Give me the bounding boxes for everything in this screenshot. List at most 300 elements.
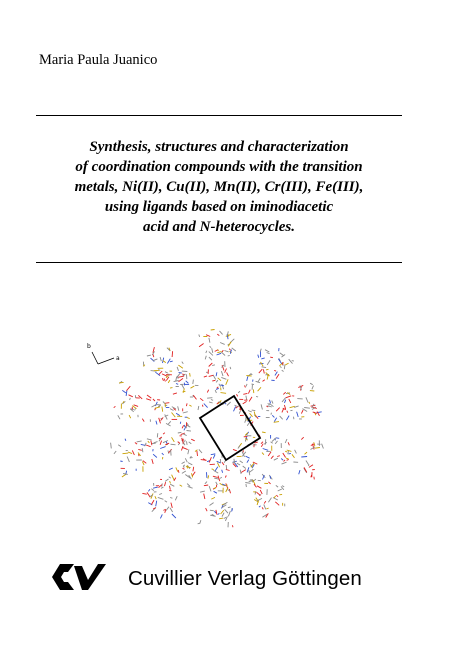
molecule-bond [193, 467, 194, 472]
molecule-bond [240, 470, 241, 474]
molecule-bond [176, 384, 178, 385]
molecule-bond [125, 439, 126, 441]
molecule-bond [274, 496, 276, 498]
molecule-bond [286, 458, 289, 459]
molecule-bond [163, 361, 166, 363]
molecule-bond [264, 504, 266, 509]
molecule-bond [240, 461, 243, 463]
molecule-bond [182, 471, 186, 473]
molecule-bond [211, 400, 213, 401]
molecule-bond [216, 510, 217, 515]
molecule-bond [165, 372, 168, 373]
molecule-bond [258, 387, 261, 391]
molecule-bond [297, 412, 299, 417]
molecule-bond [276, 438, 279, 439]
molecule-bond [270, 400, 271, 404]
molecule-bond [215, 511, 216, 513]
molecule-bond [274, 458, 278, 460]
molecule-bond [266, 369, 269, 370]
molecule-bond [182, 385, 184, 389]
molecule-bond [258, 355, 259, 358]
title-line: Synthesis, structures and characterization [89, 139, 349, 155]
molecule-bond [127, 386, 131, 391]
molecule-bond [129, 415, 131, 418]
molecule-bond [262, 367, 267, 368]
molecule-bond [158, 406, 160, 407]
molecule-bond [172, 437, 175, 442]
molecule-bond [276, 495, 278, 497]
molecule-bond [247, 460, 249, 463]
molecule-bond [315, 448, 320, 449]
molecule-bond [167, 359, 170, 364]
molecule-bond [213, 375, 216, 380]
molecule-bond [199, 335, 200, 337]
molecule-bond [268, 482, 270, 484]
molecule-bond [233, 449, 237, 450]
molecule-bond [187, 431, 192, 432]
molecule-bond [260, 349, 261, 352]
molecule-bond [246, 396, 247, 400]
molecule-bond [187, 441, 188, 445]
molecule-bond [181, 446, 183, 450]
molecule-bond [216, 388, 219, 389]
molecule-bond [280, 366, 282, 367]
molecule-bond [120, 461, 122, 462]
molecule-bond [118, 445, 121, 447]
molecule-bond [226, 379, 228, 385]
molecule-bond [270, 357, 273, 358]
molecule-bond [217, 353, 222, 355]
molecule-bond [252, 410, 256, 411]
molecule-bond [165, 404, 166, 407]
molecule-bond [254, 484, 257, 487]
molecule-bond [178, 406, 179, 410]
molecule-bond [173, 393, 177, 394]
molecule-bond [189, 442, 192, 444]
molecule-bond [283, 362, 284, 365]
molecule-bond [245, 483, 250, 484]
title-line: of coordination compounds with the transition [75, 159, 363, 175]
molecule-bond [262, 507, 263, 509]
molecule-bond [225, 476, 226, 478]
molecule-bond [261, 358, 264, 359]
molecule-bond [183, 447, 188, 449]
molecule-bond [262, 432, 266, 433]
molecule-bond [248, 411, 252, 413]
molecule-bond [285, 363, 288, 365]
molecule-bond [222, 470, 223, 473]
molecule-bond [218, 476, 220, 481]
molecule-bond [243, 401, 247, 404]
molecule-bond [170, 486, 171, 490]
molecule-bond [137, 441, 142, 442]
molecule-bond [146, 399, 151, 401]
molecule-bond [201, 460, 207, 461]
molecule-bond [166, 507, 169, 511]
molecule-bond [186, 467, 191, 468]
molecule-bond [285, 439, 287, 443]
molecule-bond [309, 465, 313, 468]
molecule-bond [212, 348, 213, 353]
molecule-bond [152, 459, 153, 464]
molecule-bond [132, 450, 134, 455]
molecule-bond [199, 449, 202, 453]
molecule-bond [274, 418, 276, 422]
molecule-bond [178, 365, 183, 368]
molecule-bond [243, 393, 247, 394]
molecule-bond [185, 440, 186, 442]
molecule-bond [263, 380, 265, 382]
molecule-bond [207, 390, 208, 393]
molecule-bond [217, 334, 219, 336]
molecule-bond [280, 353, 284, 356]
axis-label-a: a [116, 355, 120, 362]
molecule-bond [170, 508, 173, 512]
molecule-bond [182, 425, 184, 428]
molecule-bond [222, 462, 224, 465]
molecule-bond [178, 432, 182, 433]
molecule-bond [249, 469, 254, 472]
molecule-bond [160, 441, 162, 445]
molecule-bond [170, 498, 172, 499]
molecule-bond [198, 406, 199, 410]
molecule-bond [165, 510, 166, 513]
molecule-bond [160, 447, 165, 449]
molecule-bond [155, 496, 156, 499]
molecule-bond [204, 404, 208, 408]
molecule-bond [162, 378, 163, 381]
molecule-bond [151, 441, 152, 446]
molecule-bond [220, 477, 222, 478]
molecule-bond [178, 470, 179, 473]
molecule-bond [160, 357, 161, 361]
molecule-bond [146, 445, 151, 447]
molecule-bond [285, 451, 287, 452]
molecule-bond [249, 397, 252, 402]
molecule-bond [178, 442, 180, 444]
molecule-bond [165, 479, 168, 481]
molecule-bond [119, 382, 124, 383]
molecule-bond [130, 398, 131, 400]
molecule-bond [200, 491, 205, 492]
molecule-bond [126, 391, 127, 396]
molecule-bond [212, 469, 214, 470]
unit-cell-outline [200, 396, 260, 460]
title-line: acid and N-heterocycles. [142, 219, 296, 235]
molecule-bond [211, 497, 215, 499]
molecule-bond [257, 492, 261, 495]
molecule-bond [185, 458, 187, 462]
molecule-bond [213, 476, 218, 477]
molecule-bond [220, 331, 223, 335]
molecule-bond [264, 501, 266, 503]
molecule-bond [282, 409, 284, 413]
molecule-bond [287, 450, 292, 451]
molecule-bond [142, 448, 143, 452]
molecule-bond [160, 514, 162, 518]
molecule-bond [217, 352, 221, 353]
molecule-bond [170, 409, 174, 411]
molecule-bond [281, 459, 283, 461]
molecule-bond [228, 355, 230, 356]
molecule-bond [190, 373, 191, 377]
molecule-bond [187, 484, 190, 487]
molecule-bond [170, 484, 174, 486]
molecule-bond [218, 378, 221, 381]
molecule-bond [276, 485, 278, 487]
molecule-bond [178, 376, 179, 379]
molecule-bond [122, 474, 126, 477]
molecule-bond [228, 507, 231, 508]
molecule-bond [159, 485, 162, 488]
molecule-bond [171, 503, 172, 508]
molecule-bond [161, 487, 163, 488]
molecule-bond [247, 423, 249, 426]
molecule-bond [153, 454, 157, 457]
molecule-bond [265, 350, 269, 352]
molecule-bond [147, 355, 151, 356]
molecule-bond [153, 354, 154, 357]
molecule-bond [179, 372, 182, 373]
molecule-bond [182, 462, 185, 464]
molecule-bond [214, 478, 219, 479]
molecule-bond [206, 351, 207, 353]
molecule-bond [283, 453, 286, 458]
molecule-bond [163, 441, 168, 443]
molecule-bond [224, 351, 228, 352]
molecule-bond [209, 486, 211, 491]
molecule-bond [122, 390, 126, 393]
molecule-bond [155, 407, 160, 409]
molecule-bond [186, 403, 187, 406]
molecule-bond [153, 508, 156, 509]
molecule-bond [142, 462, 144, 466]
axis-label-b: b [87, 343, 91, 350]
molecule-bond [209, 402, 213, 403]
molecule-bond [147, 439, 152, 440]
molecule-bond [135, 443, 137, 445]
molecule-bond [227, 372, 229, 376]
molecule-bond [171, 444, 176, 445]
molecule-bond [183, 468, 185, 469]
molecule-bond [290, 406, 295, 407]
molecule-bond [205, 482, 207, 484]
molecule-bond [216, 380, 218, 382]
molecule-bond [247, 377, 248, 381]
book-title [36, 137, 402, 237]
molecule-bond [232, 348, 236, 351]
molecule-bond [252, 384, 255, 385]
molecule-bond [209, 338, 210, 343]
molecule-bond [250, 413, 253, 417]
molecule-bond [304, 408, 310, 409]
molecule-bond [289, 399, 291, 403]
molecule-bond [266, 508, 268, 509]
molecule-bond [225, 509, 228, 513]
molecule-bond [206, 508, 208, 511]
molecule-bond [147, 395, 151, 398]
molecule-bond [276, 408, 280, 412]
molecule-bond [221, 377, 226, 379]
title-line: using ligands based on iminodiacetic [104, 199, 334, 215]
molecule-bond [135, 409, 136, 411]
molecule-bond [153, 359, 158, 361]
molecule-bond [289, 359, 293, 363]
molecule-bond [156, 501, 157, 507]
molecule-bond [184, 425, 185, 427]
molecule-bond [188, 449, 189, 454]
molecule-bond [229, 489, 230, 493]
molecule-bond [142, 493, 146, 494]
molecule-bond [221, 352, 225, 356]
molecule-bond [180, 485, 183, 487]
molecule-bond [278, 489, 282, 491]
molecule-bond [172, 514, 176, 518]
molecule-bond [111, 443, 112, 449]
molecule-bond [118, 415, 120, 419]
molecule-bond [271, 442, 273, 444]
molecule-bond [309, 402, 310, 404]
molecule-bond [159, 494, 162, 495]
molecule-bond [157, 433, 158, 437]
molecule-bond [220, 343, 225, 345]
molecule-bond [170, 361, 173, 362]
molecule-bond [215, 390, 216, 393]
molecule-bond [127, 457, 129, 462]
molecule-bond [188, 487, 193, 489]
molecule-bond [268, 452, 271, 456]
molecule-bond [217, 387, 219, 388]
molecule-bond [245, 477, 246, 480]
molecule-bond [182, 362, 184, 364]
molecule-bond [224, 517, 226, 518]
molecule-bond [134, 405, 139, 407]
molecule-bond [305, 452, 308, 454]
molecule-bond [204, 376, 207, 377]
molecule-bond [210, 346, 212, 348]
molecule-bond [226, 469, 230, 470]
molecule-bond [212, 380, 215, 381]
molecule-bond [261, 442, 263, 444]
molecule-bond [114, 406, 116, 407]
molecule-bond [261, 444, 263, 447]
molecule-bond [172, 351, 173, 357]
molecule-bond [277, 456, 280, 457]
molecule-bond [151, 500, 154, 505]
molecule-bond [162, 453, 164, 455]
molecule-bond [216, 482, 218, 485]
molecule-bond [283, 392, 285, 394]
molecule-bond [207, 398, 212, 399]
molecule-bond [189, 405, 191, 406]
molecule-bond [199, 344, 204, 347]
molecule-bond [212, 365, 215, 366]
molecule-bond [288, 442, 289, 445]
molecule-bond [238, 446, 240, 449]
molecule-bond [153, 399, 155, 401]
molecule-bond [227, 402, 231, 406]
molecule-bond [211, 330, 215, 331]
molecule-bond [123, 453, 129, 454]
molecule-bond [306, 461, 308, 465]
molecule-bond [169, 477, 171, 478]
molecule-bond [286, 416, 289, 421]
molecule-bond [289, 453, 291, 454]
molecule-bond [148, 441, 150, 443]
molecule-bond [263, 449, 269, 451]
molecule-bond [267, 353, 270, 354]
molecule-bond [280, 416, 283, 419]
molecule-bond [172, 475, 175, 480]
molecule-bond [129, 395, 133, 397]
molecule-bond [223, 502, 227, 505]
molecule-bond [292, 454, 295, 458]
molecule-bond [187, 418, 190, 419]
top-divider [36, 115, 402, 116]
molecule-bond [275, 372, 278, 376]
molecule-bond [177, 367, 178, 371]
molecule-bond [275, 502, 279, 506]
molecule-bond [221, 371, 223, 376]
molecule-bond [170, 388, 173, 389]
molecule-bond [114, 451, 116, 454]
molecule-bond [286, 396, 292, 398]
publisher-name: Cuvillier Verlag Göttingen [128, 567, 362, 590]
molecule-bond [205, 356, 206, 360]
molecule-bond [301, 457, 307, 458]
molecule-bond [292, 361, 294, 362]
molecule-bond [193, 395, 196, 399]
crystal-structure-image [82, 300, 352, 535]
molecule-bond [246, 456, 250, 458]
molecule-bond [193, 380, 194, 384]
molecule-bond [301, 410, 303, 414]
molecule-bond [234, 407, 236, 412]
molecule-bond [256, 396, 258, 397]
crystal-arms [111, 330, 324, 528]
molecule-bond [151, 489, 154, 491]
molecule-bond [259, 369, 263, 373]
molecule-bond [213, 455, 215, 459]
molecule-bond [272, 401, 273, 404]
molecule-bond [274, 370, 276, 371]
molecule-bond [168, 421, 171, 424]
molecule-bond [299, 470, 300, 474]
molecule-bond [162, 407, 163, 412]
cuvillier-logo-icon [50, 562, 106, 592]
axis-indicator-icon [87, 343, 120, 364]
molecule-bond [246, 484, 247, 487]
molecule-bond [197, 451, 198, 456]
molecule-bond [169, 468, 173, 470]
bottom-divider [36, 262, 402, 263]
molecule-bond [209, 375, 214, 376]
molecule-bond [221, 393, 227, 394]
molecule-bond [170, 481, 171, 483]
molecule-bond [271, 456, 274, 459]
molecule-bond [161, 417, 164, 420]
molecule-bond [138, 449, 142, 450]
molecule-bond [156, 402, 158, 406]
molecule-bond [217, 463, 219, 468]
molecule-bond [183, 412, 188, 413]
molecule-bond [148, 489, 150, 491]
molecule-bond [158, 497, 164, 499]
molecule-bond [301, 437, 303, 439]
molecule-bond [202, 405, 203, 407]
molecule-bond [248, 390, 250, 394]
molecule-bond [269, 475, 272, 479]
